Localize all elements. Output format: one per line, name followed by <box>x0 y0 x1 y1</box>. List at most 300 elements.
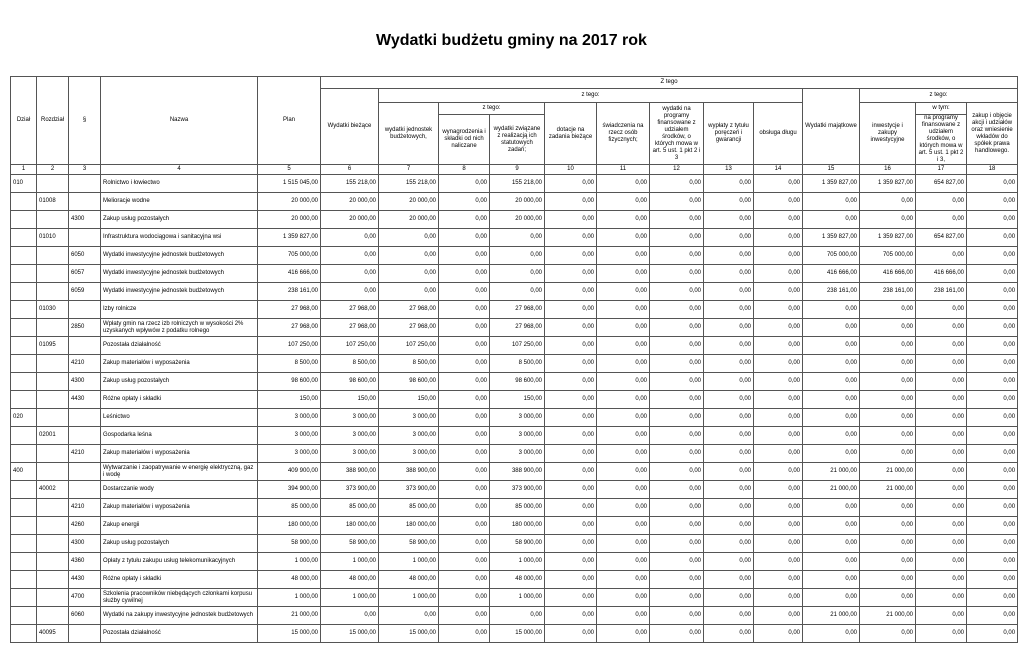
header-wyplaty: wypłaty z tytułu poręczeń i gwarancji <box>704 103 754 165</box>
cell-paragraf: 4210 <box>69 499 101 517</box>
cell-value: 0,00 <box>490 229 545 247</box>
cell-dzial <box>11 355 37 373</box>
cell-value: 20 000,00 <box>321 193 379 211</box>
cell-value: 0,00 <box>754 625 803 643</box>
cell-dzial <box>11 211 37 229</box>
cell-value: 0,00 <box>704 265 754 283</box>
column-number: 10 <box>545 165 597 175</box>
cell-value: 20 000,00 <box>379 193 439 211</box>
cell-value: 0,00 <box>650 229 704 247</box>
cell-dzial <box>11 589 37 607</box>
cell-value: 0,00 <box>545 409 597 427</box>
header-z-tego-majatkowe: z tego: <box>860 89 1018 103</box>
cell-value: 0,00 <box>916 337 967 355</box>
cell-value: 0,00 <box>860 427 916 445</box>
cell-value: 48 000,00 <box>321 571 379 589</box>
cell-nazwa: Zakup energii <box>101 517 258 535</box>
table-row <box>11 481 1018 499</box>
cell-value: 0,00 <box>803 625 860 643</box>
header-inwestycje: inwestycje i zakupy inwestycyjne <box>860 103 916 165</box>
cell-value: 654 827,00 <box>916 229 967 247</box>
cell-rozdzial: 01095 <box>37 337 69 355</box>
cell-value: 0,00 <box>439 193 490 211</box>
table-row <box>11 319 1018 337</box>
cell-value: 409 900,00 <box>258 463 321 481</box>
cell-value: 0,00 <box>803 535 860 553</box>
cell-value: 0,00 <box>650 265 704 283</box>
cell-value: 0,00 <box>916 355 967 373</box>
cell-dzial <box>11 427 37 445</box>
cell-value: 0,00 <box>545 283 597 301</box>
cell-value: 0,00 <box>650 499 704 517</box>
cell-value: 0,00 <box>803 373 860 391</box>
cell-value: 0,00 <box>597 193 650 211</box>
table-row <box>11 589 1018 607</box>
cell-value: 0,00 <box>650 571 704 589</box>
cell-paragraf: 4210 <box>69 445 101 463</box>
cell-value: 0,00 <box>545 211 597 229</box>
cell-paragraf: 4300 <box>69 211 101 229</box>
cell-value: 3 000,00 <box>379 409 439 427</box>
cell-value: 3 000,00 <box>258 445 321 463</box>
header-obsluga: obsługa długu <box>754 103 803 165</box>
cell-value: 0,00 <box>754 211 803 229</box>
cell-dzial <box>11 607 37 625</box>
cell-value: 58 900,00 <box>321 535 379 553</box>
cell-value: 0,00 <box>803 553 860 571</box>
cell-value: 0,00 <box>754 427 803 445</box>
cell-value: 21 000,00 <box>803 481 860 499</box>
cell-value: 0,00 <box>379 229 439 247</box>
cell-value: 0,00 <box>754 265 803 283</box>
cell-value: 21 000,00 <box>258 607 321 625</box>
cell-value: 21 000,00 <box>860 607 916 625</box>
cell-value: 3 000,00 <box>258 409 321 427</box>
cell-value: 0,00 <box>916 499 967 517</box>
cell-nazwa: Wydatki inwestycyjne jednostek budżetowych <box>101 265 258 283</box>
cell-value: 0,00 <box>545 553 597 571</box>
cell-value: 8 500,00 <box>490 355 545 373</box>
cell-nazwa: Zakup materiałów i wyposażenia <box>101 445 258 463</box>
cell-value: 0,00 <box>916 319 967 337</box>
cell-paragraf <box>69 337 101 355</box>
cell-value: 416 666,00 <box>860 265 916 283</box>
cell-nazwa: Opłaty z tytułu zakupu usług telekomunikacyjnych <box>101 553 258 571</box>
cell-value: 0,00 <box>967 481 1018 499</box>
header-rozdzial: Rozdział <box>37 77 69 165</box>
cell-rozdzial: 01030 <box>37 301 69 319</box>
table-row <box>11 337 1018 355</box>
cell-value: 0,00 <box>545 589 597 607</box>
table-row <box>11 283 1018 301</box>
cell-value: 0,00 <box>754 337 803 355</box>
cell-value: 0,00 <box>967 355 1018 373</box>
cell-paragraf: 4430 <box>69 391 101 409</box>
cell-value: 0,00 <box>597 409 650 427</box>
column-number: 2 <box>37 165 69 175</box>
cell-value: 20 000,00 <box>258 211 321 229</box>
cell-paragraf <box>69 193 101 211</box>
cell-value: 0,00 <box>754 175 803 193</box>
cell-value: 0,00 <box>967 283 1018 301</box>
cell-value: 0,00 <box>967 391 1018 409</box>
cell-dzial <box>11 265 37 283</box>
cell-value: 150,00 <box>490 391 545 409</box>
cell-value: 0,00 <box>545 571 597 589</box>
cell-value: 0,00 <box>545 445 597 463</box>
cell-paragraf <box>69 301 101 319</box>
cell-value: 0,00 <box>597 283 650 301</box>
cell-value: 0,00 <box>545 247 597 265</box>
cell-value: 0,00 <box>967 175 1018 193</box>
cell-rozdzial <box>37 283 69 301</box>
column-number: 12 <box>650 165 704 175</box>
cell-dzial <box>11 337 37 355</box>
cell-nazwa: Wytwarzanie i zaopatrywanie w energię elektryczną, gaz i wodę <box>101 463 258 481</box>
cell-value: 0,00 <box>860 211 916 229</box>
cell-value: 150,00 <box>379 391 439 409</box>
cell-value: 1 000,00 <box>258 553 321 571</box>
cell-value: 85 000,00 <box>258 499 321 517</box>
cell-value: 0,00 <box>967 535 1018 553</box>
cell-value: 0,00 <box>321 607 379 625</box>
cell-value: 0,00 <box>916 607 967 625</box>
cell-value: 0,00 <box>860 553 916 571</box>
table-row <box>11 625 1018 643</box>
cell-value: 1 359 827,00 <box>258 229 321 247</box>
cell-value: 0,00 <box>650 175 704 193</box>
cell-value: 0,00 <box>704 535 754 553</box>
cell-value: 0,00 <box>754 499 803 517</box>
cell-value: 0,00 <box>597 517 650 535</box>
cell-rozdzial <box>37 535 69 553</box>
cell-value: 0,00 <box>860 319 916 337</box>
cell-value: 3 000,00 <box>490 427 545 445</box>
cell-nazwa: Zakup usług pozostałych <box>101 535 258 553</box>
cell-value: 27 968,00 <box>321 319 379 337</box>
cell-value: 0,00 <box>916 625 967 643</box>
cell-value: 0,00 <box>967 373 1018 391</box>
cell-value: 0,00 <box>860 517 916 535</box>
cell-value: 238 161,00 <box>860 283 916 301</box>
cell-value: 1 000,00 <box>321 589 379 607</box>
cell-value: 0,00 <box>803 571 860 589</box>
header-wydatki-biezace: Wydatki bieżące <box>321 89 379 165</box>
cell-value: 238 161,00 <box>916 283 967 301</box>
cell-nazwa: Zakup materiałów i wyposażenia <box>101 499 258 517</box>
cell-value: 0,00 <box>597 445 650 463</box>
cell-value: 107 250,00 <box>258 337 321 355</box>
cell-value: 0,00 <box>439 211 490 229</box>
cell-paragraf <box>69 481 101 499</box>
cell-value: 0,00 <box>967 607 1018 625</box>
column-number: 3 <box>69 165 101 175</box>
cell-value: 0,00 <box>439 553 490 571</box>
header-wydatki-majatkowe: Wydatki majątkowe <box>803 89 860 165</box>
cell-value: 21 000,00 <box>860 463 916 481</box>
cell-value: 0,00 <box>545 625 597 643</box>
header-plan: Plan <box>258 77 321 165</box>
cell-rozdzial <box>37 517 69 535</box>
cell-value: 0,00 <box>916 211 967 229</box>
cell-value: 0,00 <box>754 283 803 301</box>
cell-value: 0,00 <box>916 427 967 445</box>
cell-paragraf: 4210 <box>69 355 101 373</box>
table-row <box>11 211 1018 229</box>
cell-value: 0,00 <box>967 445 1018 463</box>
cell-value: 0,00 <box>439 535 490 553</box>
cell-value: 0,00 <box>704 301 754 319</box>
cell-value: 0,00 <box>860 193 916 211</box>
cell-paragraf <box>69 175 101 193</box>
cell-value: 0,00 <box>650 409 704 427</box>
cell-value: 98 600,00 <box>321 373 379 391</box>
cell-value: 0,00 <box>545 265 597 283</box>
cell-value: 0,00 <box>650 211 704 229</box>
cell-value: 48 000,00 <box>258 571 321 589</box>
cell-value: 0,00 <box>803 427 860 445</box>
cell-value: 0,00 <box>704 589 754 607</box>
cell-value: 1 359 827,00 <box>860 229 916 247</box>
cell-value: 0,00 <box>704 409 754 427</box>
cell-value: 0,00 <box>439 607 490 625</box>
cell-value: 0,00 <box>803 301 860 319</box>
cell-rozdzial <box>37 409 69 427</box>
column-number: 6 <box>321 165 379 175</box>
cell-value: 8 500,00 <box>258 355 321 373</box>
cell-value: 3 000,00 <box>321 445 379 463</box>
cell-value: 0,00 <box>650 283 704 301</box>
cell-value: 0,00 <box>967 229 1018 247</box>
cell-value: 0,00 <box>545 319 597 337</box>
cell-paragraf <box>69 625 101 643</box>
cell-value: 1 000,00 <box>258 589 321 607</box>
cell-value: 15 000,00 <box>490 625 545 643</box>
cell-paragraf: 4300 <box>69 373 101 391</box>
cell-value: 0,00 <box>545 499 597 517</box>
cell-value: 0,00 <box>916 445 967 463</box>
cell-value: 0,00 <box>704 553 754 571</box>
cell-value: 0,00 <box>545 427 597 445</box>
cell-value: 0,00 <box>545 517 597 535</box>
cell-dzial <box>11 571 37 589</box>
cell-value: 20 000,00 <box>490 211 545 229</box>
cell-value: 0,00 <box>439 445 490 463</box>
cell-value: 0,00 <box>650 625 704 643</box>
table-row <box>11 229 1018 247</box>
cell-value: 0,00 <box>967 301 1018 319</box>
cell-value: 98 600,00 <box>258 373 321 391</box>
cell-value: 0,00 <box>754 463 803 481</box>
column-number: 7 <box>379 165 439 175</box>
cell-value: 0,00 <box>803 517 860 535</box>
cell-value: 58 900,00 <box>379 535 439 553</box>
cell-value: 0,00 <box>916 553 967 571</box>
header-w-tym: w tym: <box>916 103 967 115</box>
cell-value: 107 250,00 <box>490 337 545 355</box>
column-number: 4 <box>101 165 258 175</box>
cell-rozdzial <box>37 265 69 283</box>
cell-value: 0,00 <box>650 445 704 463</box>
cell-value: 0,00 <box>439 229 490 247</box>
column-number: 1 <box>11 165 37 175</box>
table-row <box>11 373 1018 391</box>
cell-value: 1 000,00 <box>490 553 545 571</box>
cell-value: 107 250,00 <box>379 337 439 355</box>
cell-value: 705 000,00 <box>258 247 321 265</box>
cell-rozdzial: 01010 <box>37 229 69 247</box>
cell-value: 0,00 <box>916 391 967 409</box>
cell-value: 85 000,00 <box>490 499 545 517</box>
cell-value: 0,00 <box>545 373 597 391</box>
table-row <box>11 571 1018 589</box>
cell-nazwa: Wydatki inwestycyjne jednostek budżetowych <box>101 283 258 301</box>
table-row <box>11 247 1018 265</box>
cell-value: 180 000,00 <box>258 517 321 535</box>
column-number: 17 <box>916 165 967 175</box>
cell-value: 0,00 <box>439 319 490 337</box>
cell-rozdzial: 02001 <box>37 427 69 445</box>
cell-value: 0,00 <box>916 193 967 211</box>
cell-value: 20 000,00 <box>258 193 321 211</box>
cell-value: 0,00 <box>754 607 803 625</box>
cell-value: 0,00 <box>704 319 754 337</box>
cell-value: 0,00 <box>704 211 754 229</box>
cell-value: 0,00 <box>754 535 803 553</box>
cell-rozdzial <box>37 553 69 571</box>
cell-value: 0,00 <box>321 283 379 301</box>
cell-value: 27 968,00 <box>258 301 321 319</box>
cell-value: 0,00 <box>803 589 860 607</box>
cell-value: 0,00 <box>650 427 704 445</box>
cell-value: 3 000,00 <box>379 427 439 445</box>
cell-value: 0,00 <box>439 247 490 265</box>
column-numbers-row <box>11 165 1018 175</box>
table-row <box>11 193 1018 211</box>
cell-value: 0,00 <box>597 607 650 625</box>
column-number: 9 <box>490 165 545 175</box>
cell-value: 0,00 <box>754 517 803 535</box>
cell-value: 0,00 <box>967 193 1018 211</box>
cell-value: 0,00 <box>321 247 379 265</box>
cell-value: 0,00 <box>597 301 650 319</box>
cell-dzial <box>11 283 37 301</box>
cell-value: 0,00 <box>439 589 490 607</box>
cell-value: 98 600,00 <box>379 373 439 391</box>
cell-value: 0,00 <box>754 445 803 463</box>
cell-value: 0,00 <box>704 355 754 373</box>
table-row <box>11 445 1018 463</box>
cell-value: 0,00 <box>439 373 490 391</box>
cell-value: 0,00 <box>916 373 967 391</box>
cell-rozdzial <box>37 247 69 265</box>
cell-value: 0,00 <box>379 265 439 283</box>
table-row <box>11 409 1018 427</box>
cell-value: 180 000,00 <box>321 517 379 535</box>
cell-dzial <box>11 319 37 337</box>
cell-value: 150,00 <box>321 391 379 409</box>
header-z-tego-jednostek: z tego: <box>439 103 545 115</box>
cell-value: 0,00 <box>597 553 650 571</box>
cell-paragraf <box>69 463 101 481</box>
cell-value: 98 600,00 <box>490 373 545 391</box>
cell-dzial: 400 <box>11 463 37 481</box>
cell-value: 0,00 <box>916 301 967 319</box>
cell-dzial <box>11 193 37 211</box>
column-number: 11 <box>597 165 650 175</box>
cell-value: 0,00 <box>545 229 597 247</box>
cell-value: 388 900,00 <box>490 463 545 481</box>
cell-value: 107 250,00 <box>321 337 379 355</box>
table-row <box>11 391 1018 409</box>
cell-value: 0,00 <box>754 301 803 319</box>
cell-value: 0,00 <box>439 625 490 643</box>
table-row <box>11 499 1018 517</box>
cell-value: 15 000,00 <box>379 625 439 643</box>
cell-value: 27 968,00 <box>258 319 321 337</box>
cell-value: 0,00 <box>490 283 545 301</box>
cell-value: 0,00 <box>597 391 650 409</box>
cell-value: 0,00 <box>803 211 860 229</box>
cell-nazwa: Szkolenia pracowników niebędących członkami korpusu służby cywilnej <box>101 589 258 607</box>
cell-value: 0,00 <box>916 463 967 481</box>
cell-value: 3 000,00 <box>321 427 379 445</box>
cell-value: 0,00 <box>916 571 967 589</box>
cell-rozdzial <box>37 463 69 481</box>
cell-dzial <box>11 247 37 265</box>
cell-value: 1 359 827,00 <box>860 175 916 193</box>
cell-value: 0,00 <box>597 355 650 373</box>
cell-nazwa: Różne opłaty i składki <box>101 571 258 589</box>
cell-value: 0,00 <box>439 427 490 445</box>
cell-value: 0,00 <box>597 175 650 193</box>
cell-value: 0,00 <box>650 535 704 553</box>
cell-paragraf: 2850 <box>69 319 101 337</box>
cell-value: 238 161,00 <box>803 283 860 301</box>
cell-value: 0,00 <box>916 517 967 535</box>
cell-rozdzial <box>37 589 69 607</box>
cell-value: 21 000,00 <box>803 607 860 625</box>
cell-value: 0,00 <box>650 319 704 337</box>
cell-value: 0,00 <box>650 391 704 409</box>
cell-value: 0,00 <box>650 193 704 211</box>
cell-value: 0,00 <box>545 337 597 355</box>
cell-paragraf <box>69 427 101 445</box>
cell-value: 0,00 <box>967 463 1018 481</box>
cell-value: 0,00 <box>439 391 490 409</box>
cell-value: 0,00 <box>860 625 916 643</box>
cell-value: 8 500,00 <box>321 355 379 373</box>
cell-paragraf: 6057 <box>69 265 101 283</box>
cell-value: 3 000,00 <box>490 409 545 427</box>
cell-value: 388 900,00 <box>321 463 379 481</box>
table-row <box>11 355 1018 373</box>
cell-value: 0,00 <box>439 175 490 193</box>
cell-value: 15 000,00 <box>321 625 379 643</box>
header-zakup-akcji: zakup i objęcie akcji i udziałów oraz wniesienie wkładów do spółek prawa handlowego. <box>967 103 1018 165</box>
cell-value: 150,00 <box>258 391 321 409</box>
cell-value: 0,00 <box>597 589 650 607</box>
cell-value: 0,00 <box>967 211 1018 229</box>
cell-value: 0,00 <box>803 355 860 373</box>
cell-nazwa: Pozostała działalność <box>101 625 258 643</box>
cell-value: 0,00 <box>597 229 650 247</box>
cell-value: 0,00 <box>860 301 916 319</box>
cell-paragraf: 4360 <box>69 553 101 571</box>
cell-value: 3 000,00 <box>379 445 439 463</box>
cell-value: 0,00 <box>650 301 704 319</box>
cell-value: 155 218,00 <box>490 175 545 193</box>
